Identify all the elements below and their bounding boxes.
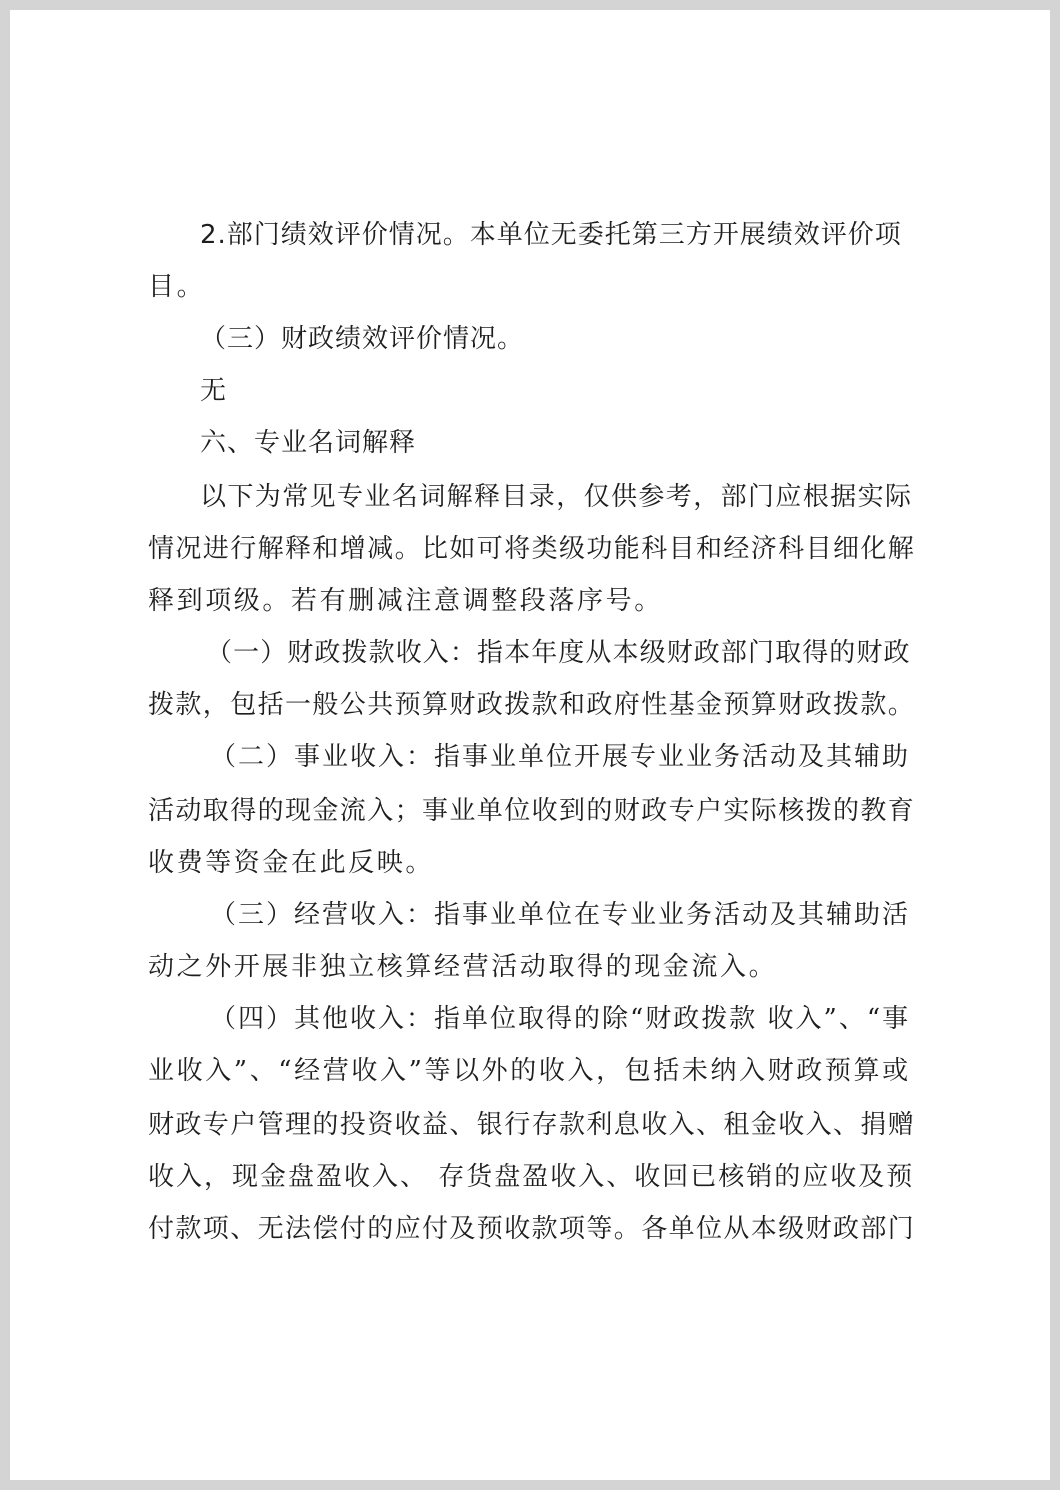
doc-line-19: 收入，现金盘盈收入、 存货盘盈收入、收回已核销的应收及预 [148, 1162, 915, 1192]
document-page [10, 10, 1050, 1480]
doc-line-1: 2.部门绩效评价情况。本单位无委托第三方开展绩效评价项 [200, 220, 902, 250]
doc-line-15: 动之外开展非独立核算经营活动取得的现金流入。 [148, 952, 778, 982]
doc-line-20: 付款项、无法偿付的应付及预收款项等。各单位从本级财政部门 [148, 1214, 916, 1244]
doc-line-12: 活动取得的现金流入；事业单位收到的财政专户实际核拨的教育 [148, 796, 916, 826]
doc-line-10: 拨款，包括一般公共预算财政拨款和政府性基金预算财政拨款。 [148, 690, 916, 720]
section-heading-6: 六、专业名词解释 [200, 428, 417, 458]
doc-line-8: 释到项级。若有删减注意调整段落序号。 [148, 586, 663, 616]
section-heading-3: （三）财政绩效评价情况。 [200, 324, 525, 354]
doc-line-17: 业收入”、“经营收入”等以外的收入，包括未纳入财政预算或 [148, 1056, 911, 1086]
doc-line-6: 以下为常见专业名词解释目录，仅供参考，部门应根据实际 [200, 482, 913, 512]
doc-line-4: 无 [200, 376, 228, 406]
doc-line-16: （四）其他收入：指单位取得的除“财政拨款 收入”、“事 [210, 1004, 911, 1034]
doc-line-9: （一）财政拨款收入：指本年度从本级财政部门取得的财政 [206, 638, 911, 668]
doc-line-13: 收费等资金在此反映。 [148, 848, 435, 878]
doc-line-2: 目。 [148, 272, 206, 302]
doc-line-7: 情况进行解释和增减。比如可将类级功能科目和经济科目细化解 [148, 534, 916, 564]
doc-line-18: 财政专户管理的投资收益、银行存款利息收入、租金收入、捐赠 [148, 1110, 916, 1140]
doc-line-11: （二）事业收入：指事业单位开展专业业务活动及其辅助 [210, 742, 911, 772]
doc-line-14: （三）经营收入：指事业单位在专业业务活动及其辅助活 [210, 900, 911, 930]
